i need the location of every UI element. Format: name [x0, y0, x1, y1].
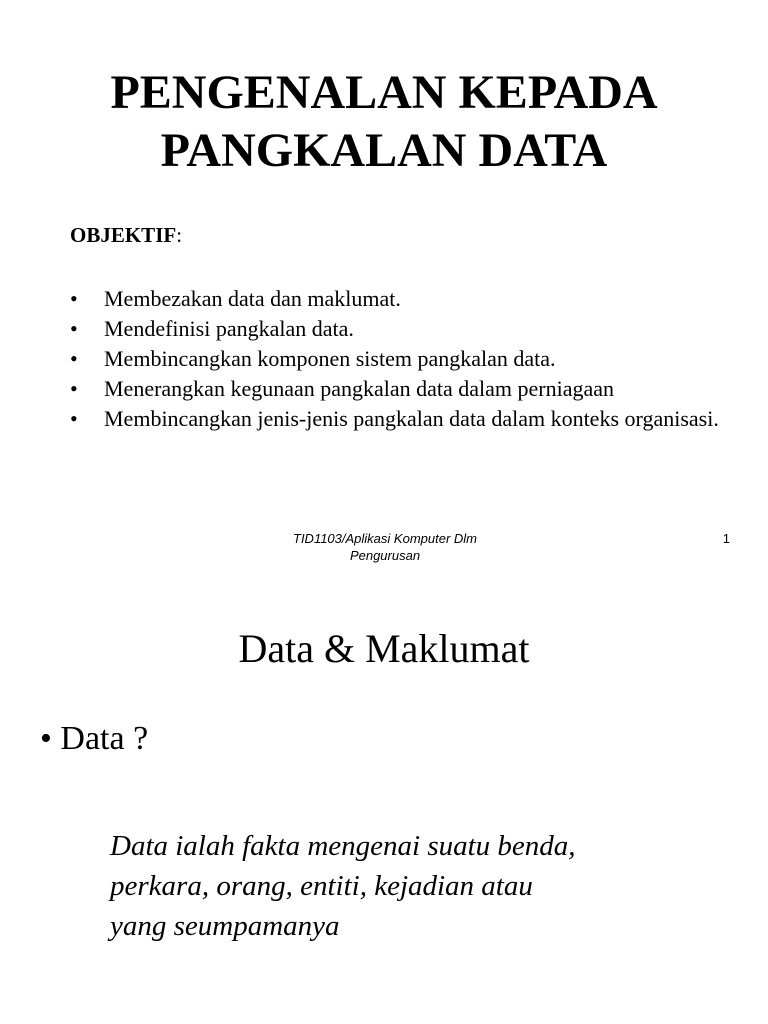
- definition-line-1: Data ialah fakta mengenai suatu benda,: [110, 830, 576, 862]
- objective-item: [70, 404, 730, 434]
- title-line-1: PENGENALAN KEPADA: [110, 66, 658, 119]
- slide-2-title: Data & Maklumat: [238, 626, 530, 671]
- objective-item: [70, 374, 730, 404]
- objective-text: Mendefinisi pangkalan data.: [104, 316, 354, 341]
- footer-course-line-2: Pengurusan: [349, 548, 421, 563]
- objective-text: Membincangkan jenis-jenis pangkalan data dalam konteks organisasi.: [104, 406, 719, 431]
- objective-item: [70, 314, 730, 344]
- footer-course: [250, 530, 520, 564]
- bullet-icon: •: [70, 346, 78, 371]
- objective-heading: [70, 222, 182, 248]
- definition-line-2: perkara, orang, entiti, kejadian atau: [110, 870, 533, 902]
- objective-text: Membincangkan komponen sistem pangkalan data.: [104, 346, 556, 371]
- data-question-text: Data ?: [60, 720, 149, 757]
- data-definition: [110, 826, 730, 946]
- slide-1-title: [0, 64, 768, 180]
- bullet-icon: •: [70, 406, 78, 431]
- objective-text: Menerangkan kegunaan pangkalan data dalam perniagaan: [104, 376, 615, 401]
- objective-item: [70, 344, 730, 374]
- bullet-icon: •: [40, 720, 52, 757]
- objective-colon: :: [176, 223, 183, 247]
- footer-course-line-1: TID1103/Aplikasi Komputer Dlm: [293, 531, 477, 546]
- page-number: 1: [722, 531, 730, 546]
- objective-item: [70, 284, 730, 314]
- bullet-icon: •: [70, 286, 78, 311]
- bullet-icon: •: [70, 376, 78, 401]
- data-question-item: [40, 718, 148, 760]
- definition-line-3: yang seumpamanya: [110, 910, 340, 942]
- objective-text: Membezakan data dan maklumat.: [104, 286, 401, 311]
- objective-label: OBJEKTIF: [70, 223, 177, 247]
- title-line-2: PANGKALAN DATA: [160, 124, 608, 177]
- slide-2: [0, 580, 768, 1024]
- objective-list: [70, 284, 730, 434]
- bullet-icon: •: [70, 316, 78, 341]
